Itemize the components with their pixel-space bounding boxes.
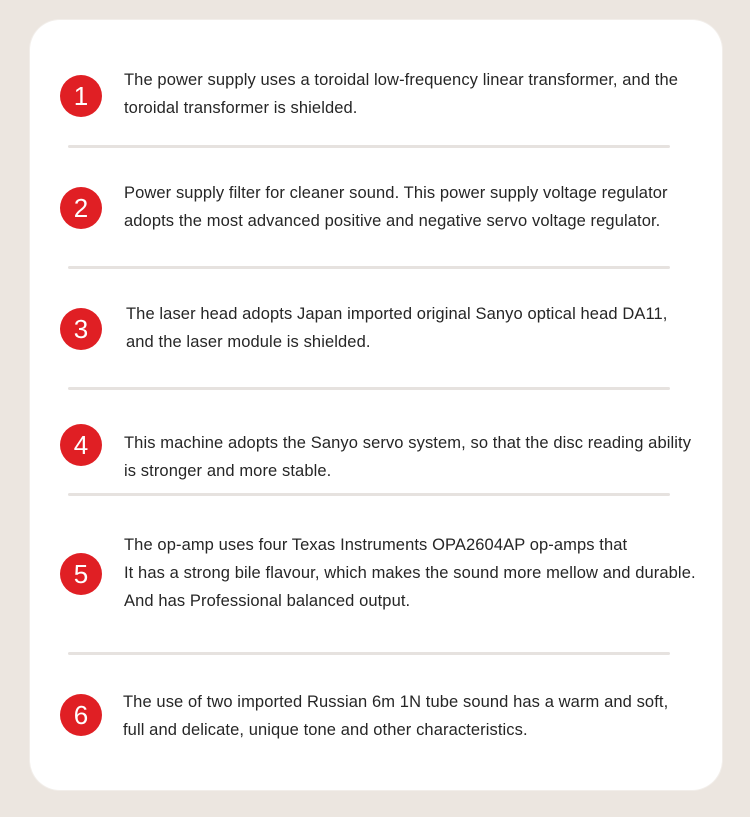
number-badge-6: 6 [60,694,102,736]
feature-text-2: Power supply filter for cleaner sound. This power supply voltage regulator adopts the most advanced positive and negative servo voltage regulator. [124,184,668,230]
number-badge-4: 4 [60,424,102,466]
number-badge-2: 2 [60,187,102,229]
feature-text-6: The use of two imported Russian 6m 1N tube sound has a warm and soft, full and delicate, unique tone and other characteristics. [123,693,669,739]
divider-3 [68,387,670,390]
divider-2 [68,266,670,269]
divider-1 [68,145,670,148]
number-badge-3: 3 [60,308,102,350]
feature-text-1: The power supply uses a toroidal low-frequency linear transformer, and the toroidal transformer is shielded. [124,71,679,117]
feature-card [30,20,722,790]
number-badge-1: 1 [60,75,102,117]
feature-text-5: The op-amp uses four Texas Instruments OPA2604AP op-amps that It has a strong bile flavour, which makes the sound more mellow and durable. And has Professional balanced output. [124,536,696,610]
divider-4 [68,493,670,496]
feature-text-3: The laser head adopts Japan imported original Sanyo optical head DA11, and the laser module is shielded. [126,305,668,351]
number-badge-5: 5 [60,553,102,595]
divider-5 [68,652,670,655]
feature-text-4: This machine adopts the Sanyo servo system, so that the disc reading ability is stronger and more stable. [124,434,692,480]
